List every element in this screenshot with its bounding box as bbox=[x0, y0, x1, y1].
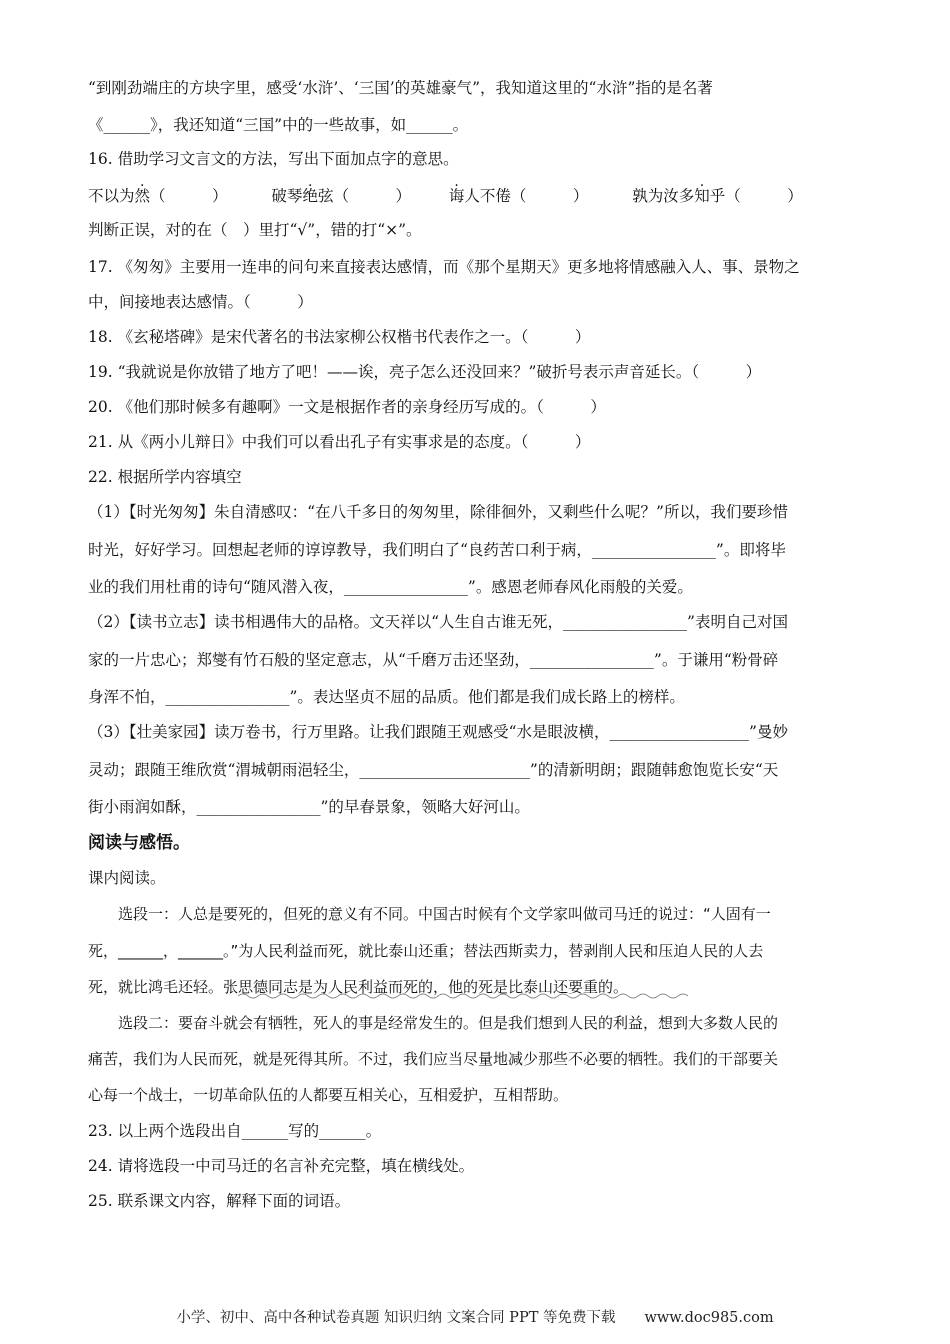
dotted-char: 绝 bbox=[302, 187, 318, 205]
question-22-1-cont: 业的我们用杜甫的诗句“随风潜入夜，________________”。感恩老师春风化雨般的关爱。 bbox=[88, 578, 693, 596]
wavy-underline bbox=[88, 992, 688, 1000]
question-18: 18. 《玄秘塔碑》是宋代著名的书法家柳公权楷书代表作之一。（ ） bbox=[88, 328, 591, 346]
question-16-items bbox=[88, 186, 868, 206]
question-17: 17. 《匆匆》主要用一连串的问句来直接表达感情，而《那个星期天》更多地将情感融入人、事、景物之 bbox=[88, 258, 800, 276]
text-line: “到刚劲端庄的方块字里，感受‘水浒’、‘三国’的英雄豪气”，我知道这里的“水浒”指的是名著 bbox=[88, 79, 713, 97]
question-21: 21. 从《两小儿辩日》中我们可以看出孔子有实事求是的态度。（ ） bbox=[88, 433, 591, 451]
passage-2-cont: 心每一个战士，一切革命队伍的人都要互相关心，互相爱护，互相帮助。 bbox=[88, 1086, 569, 1104]
item-d: 孰为汝多知乎（ ） bbox=[632, 187, 803, 205]
judge-instruction: 判断正误，对的在（ ）里打“√”，错的打“×”。 bbox=[88, 221, 422, 239]
question-22-3: （3）【壮美家园】读万卷书，行万里路。让我们跟随王观感受“水是眼波横，__________________”曼妙 bbox=[88, 723, 788, 741]
passage-1-cont: 死，______，______。”为人民利益而死，就比泰山还重；替法西斯卖力，替剥削人民和压迫人民的人去 bbox=[88, 942, 764, 960]
question-19: 19. “我就说是你放错了地方了吧！——诶，亮子怎么还没回来？”破折号表示声音延长。（ ） bbox=[88, 363, 762, 381]
passage-2: 选段二：要奋斗就会有牺牲，死人的事是经常发生的。但是我们想到人民的利益，想到大多数人民的 bbox=[118, 1014, 779, 1032]
question-24: 24. 请将选段一中司马迁的名言补充完整，填在横线处。 bbox=[88, 1157, 475, 1175]
question-25: 25. 联系课文内容，解释下面的词语。 bbox=[88, 1192, 351, 1210]
page-footer: 小学、初中、高中各种试卷真题 知识归纳 文案合同 PPT 等免费下载 www.doc985.com bbox=[176, 1310, 774, 1326]
question-22-3-cont: 灵动；跟随王维欣赏“渭城朝雨浥轻尘，______________________”的清新明朗；跟随韩愈饱览长安“天 bbox=[88, 761, 779, 779]
question-22-3-cont: 街小雨润如酥，________________”的早春景象，领略大好河山。 bbox=[88, 798, 530, 816]
dotted-char: 诲 bbox=[448, 187, 465, 205]
text-line: 《______》，我还知道“三国”中的一些故事，如______。 bbox=[88, 116, 469, 134]
question-17-cont: 中，间接地表达感情。（ ） bbox=[88, 293, 313, 311]
passage-1-cont: 死，就比鸿毛还轻。张思德同志是为人民利益而死的，他的死是比泰山还要重的。 bbox=[88, 978, 629, 996]
sub-heading: 课内阅读。 bbox=[88, 869, 166, 887]
section-heading: 阅读与感悟。 bbox=[88, 833, 190, 853]
question-22-1: （1）【时光匆匆】朱自清感叹：“在八千多日的匆匆里，除徘徊外，又剩些什么呢？”所以，我们要珍惜 bbox=[88, 503, 788, 521]
dotted-char: 然 bbox=[134, 187, 151, 205]
question-22-2-cont: 身浑不怕，________________”。表达坚贞不屈的品质。他们都是我们成长路上的榜样。 bbox=[88, 688, 685, 706]
question-16: 16. 借助学习文言文的方法，写出下面加点字的意思。 bbox=[88, 150, 459, 168]
item-b: 破琴绝弦（ ） bbox=[271, 187, 411, 205]
question-23: 23. 以上两个选段出自______写的______。 bbox=[88, 1122, 382, 1140]
passage-1: 选段一：人总是要死的，但死的意义有不同。中国古时候有个文学家叫做司马迁的说过：“人固有一 bbox=[118, 905, 771, 923]
item-a: 不以为然（ ） bbox=[88, 187, 228, 205]
question-22-2: （2）【读书立志】读书相遇伟大的品格。文天祥以“人生自古谁无死，________________”表明自己对国 bbox=[88, 613, 788, 631]
question-22-2-cont: 家的一片忠心；郑燮有竹石般的坚定意志，从“千磨万击还坚劲，________________”。于谦用“粉骨碎 bbox=[88, 651, 779, 669]
passage-2-cont: 痛苦，我们为人民而死，就是死得其所。不过，我们应当尽量地减少那些不必要的牺牲。我们的干部要关 bbox=[88, 1050, 779, 1068]
question-22-1-cont: 时光，好好学习。回想起老师的谆谆教导，我们明白了“良药苦口利于病，________________”。即将毕 bbox=[88, 541, 786, 559]
question-22: 22. 根据所学内容填空 bbox=[88, 468, 242, 486]
item-c: 诲人不倦（ ） bbox=[448, 187, 589, 205]
dotted-char: 知 bbox=[694, 187, 710, 205]
question-20: 20. 《他们那时候多有趣啊》一文是根据作者的亲身经历写成的。（ ） bbox=[88, 398, 606, 416]
